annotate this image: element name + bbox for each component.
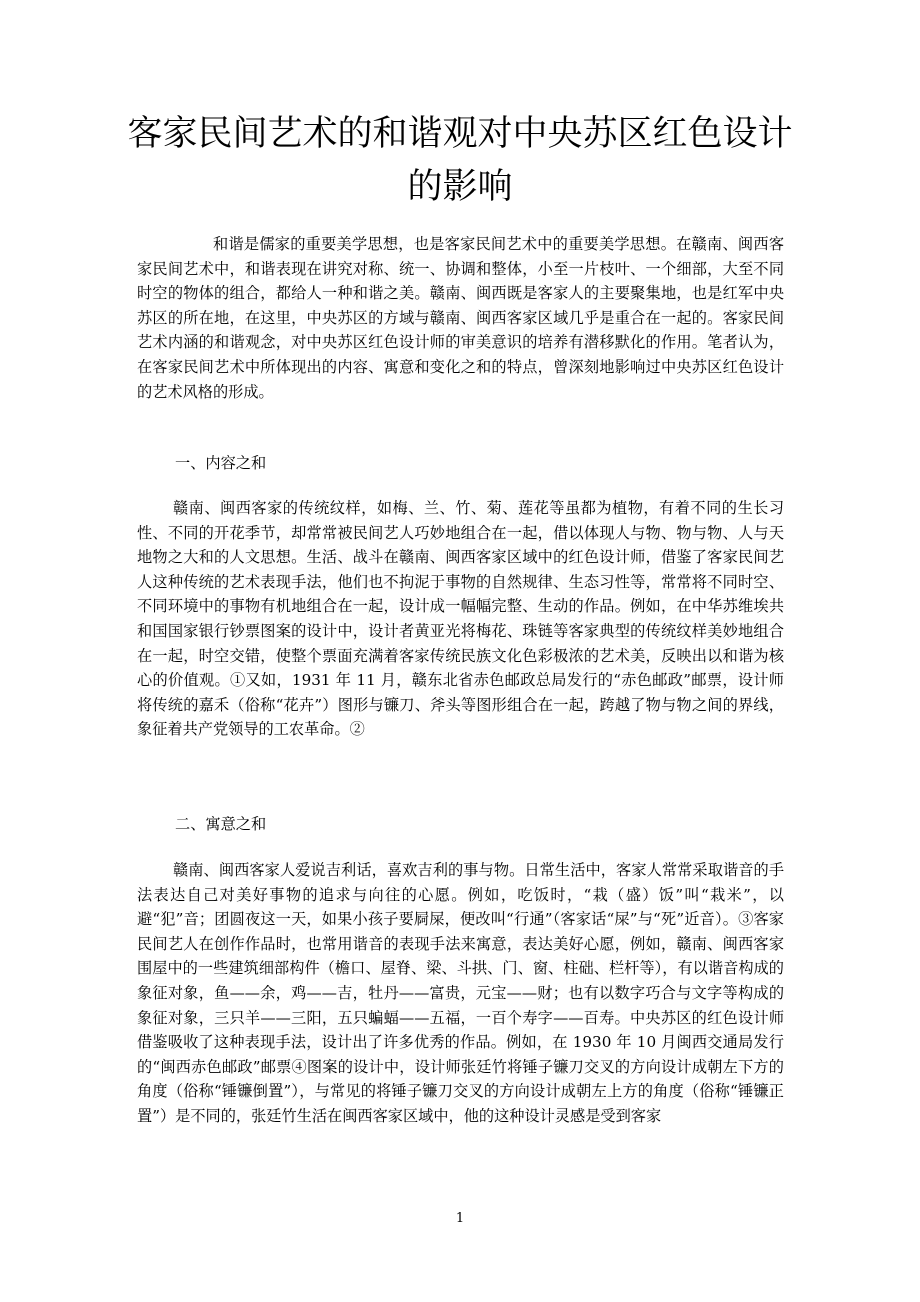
- intro-paragraph: 和谐是儒家的重要美学思想，也是客家民间艺术中的重要美学思想。在赣南、闽西客家民间艺术中，和谐表现在讲究对称、统一、协调和整体，小至一片枝叶、一个细部，大至不同时空的物体的组合，都给人一种和谐之美。赣南、闽西既是客家人的主要聚集地，也是红军中央苏区的所在地，在这里，中央苏区的方域与赣南、闽西客家区域几乎是重合在一起的。客家民间艺术内涵的和谐观念，对中央苏区红色设计师的审美意识的培养有潜移默化的作用。笔者认为，在客家民间艺术中所体现出的内容、寓意和变化之和的特点，曾深刻地影响过中央苏区红色设计的艺术风格的形成。: [137, 235, 784, 401]
- section-heading-meaning: 二、寓意之和: [175, 815, 267, 833]
- section-paragraph-meaning: 赣南、闽西客家人爱说吉利话，喜欢吉利的事与物。日常生活中，客家人常常采取谐音的手法表达自己对美好事物的追求与向往的心愿。例如，吃饭时，“栽（盛）饭”叫“栽米”，以避“犯”音；团圆夜这一天，如果小孩子要屙屎，便改叫“行通”（客家话“屎”与“死”近音）。③客家民间艺人在创作作品时，也常用谐音的表现手法来寓意，表达美好心愿，例如，赣南、闽西客家围屋中的一些建筑细部构件（檐口、屋脊、梁、斗拱、门、窗、柱础、栏杆等），有以谐音构成的象征对象，鱼——余，鸡——吉，牡丹——富贵，元宝——财；也有以数字巧合与文字等构成的象征对象，三只羊——三阳，五只蝙蝠——五福，一百个寿字——百寿。中央苏区的红色设计师借鉴吸收了这种表现手法，设计出了许多优秀的作品。例如，在 1930 年 10 月闽西交通局发行的“闽西赤色邮政”邮票④图案的设计中，设计师张廷竹将锤子镰刀交叉的方向设计成朝左下方的角度（俗称“锤镰倒置”），与常见的将锤子镰刀交叉的方向设计成朝左上方的角度（俗称“锤镰正置”）是不同的，张廷竹生活在闽西客家区域中，他的这种设计灵感是受到客家: [137, 861, 784, 1125]
- section-paragraph-content: 赣南、闽西客家的传统纹样，如梅、兰、竹、菊、莲花等虽都为植物，有着不同的生长习性、不同的开花季节，却常常被民间艺人巧妙地组合在一起，借以体现人与物、物与物、人与天地物之大和的人文思想。生活、战斗在赣南、闽西客家区域中的红色设计师，借鉴了客家民间艺人这种传统的艺术表现手法，他们也不拘泥于事物的自然规律、生态习性等，常常将不同时空、不同环境中的事物有机地组合在一起，设计成一幅幅完整、生动的作品。例如，在中华苏维埃共和国国家银行钞票图案的设计中，设计者黄亚光将梅花、珠链等客家典型的传统纹样美妙地组合在一起，时空交错，使整个票面充满着客家传统民族文化色彩极浓的艺术美，反映出以和谐为核心的价值观。①又如，1931 年 11 月，赣东北省赤色邮政总局发行的“赤色邮政”邮票，设计师将传统的嘉禾（俗称“花卉”）图形与镰刀、斧头等图形组合在一起，跨越了物与物之间的界线，象征着共产党领导的工农革命。②: [137, 499, 784, 739]
- document-title: 客家民间艺术的和谐观对中央苏区红色设计的影响: [127, 114, 793, 207]
- page-number: 1: [455, 1211, 465, 1226]
- section-heading-content: 一、内容之和: [175, 454, 267, 472]
